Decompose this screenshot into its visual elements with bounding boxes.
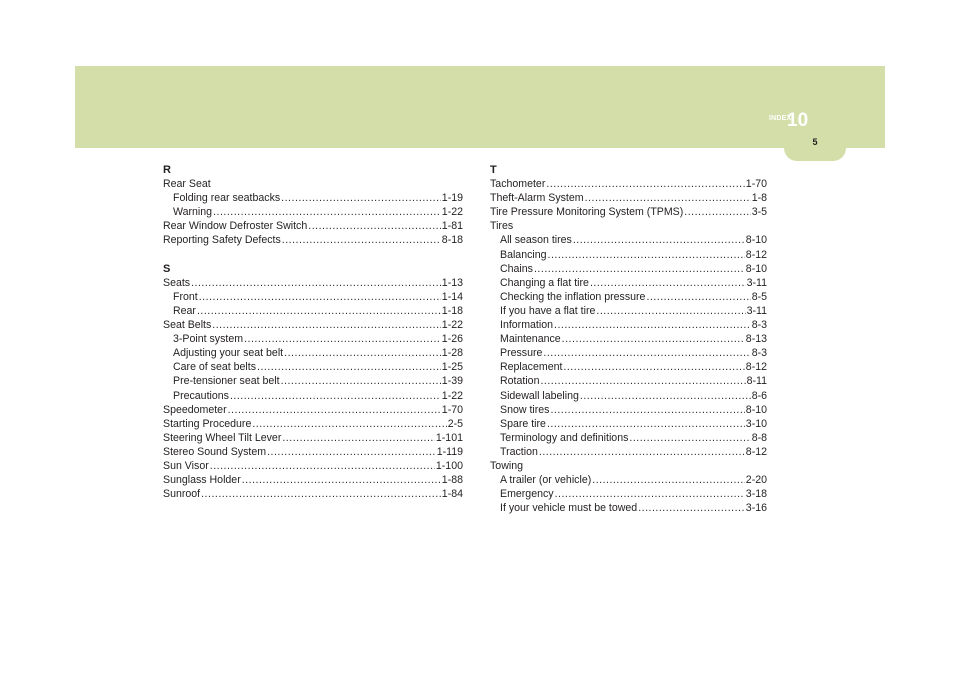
entry-term: Replacement [500,361,563,374]
index-letter: T [490,164,497,176]
index-entry [163,403,463,417]
index-entry [163,219,463,233]
entry-page: 3-16 [745,502,767,515]
index-subentry [163,332,463,346]
entry-term: Starting Procedure [163,417,252,430]
entry-term: If your vehicle must be towed [500,502,638,515]
section-number: 10 [787,110,809,131]
dot-leader [244,332,441,346]
entry-page: 8-13 [745,333,767,346]
dot-leader [199,290,441,304]
dot-leader [213,205,441,219]
index-subentry [163,304,463,318]
entry-page: 8-18 [441,234,463,247]
index-subentry [163,374,463,388]
dot-leader [562,332,745,346]
index-subentry [490,431,767,445]
dot-leader [539,445,745,459]
dot-leader [590,276,746,290]
dot-leader [684,205,750,219]
entry-term: All season tires [500,234,572,247]
entry-page: 1-19 [441,192,463,205]
index-entry [163,276,463,290]
dot-leader [282,233,441,247]
index-entry [490,191,767,205]
entry-page: 1-22 [441,389,463,402]
dot-leader [212,318,441,332]
dot-leader [573,233,745,247]
dot-leader [554,318,751,332]
entry-page: 1-81 [441,220,463,233]
index-subentry [490,389,767,403]
dot-leader [281,191,441,205]
index-subentry [490,374,767,388]
dot-leader [543,346,750,360]
index-entry [163,233,463,247]
dot-leader [638,501,745,515]
index-column-right [490,163,767,515]
entry-term: Warning [173,206,213,219]
entry-term: Spare tire [500,417,546,430]
entry-page: 8-6 [751,389,767,402]
entry-term: A trailer (or vehicle) [500,474,592,487]
entry-page: 1-25 [441,361,463,374]
entry-page: 8-5 [751,290,767,303]
entry-page: 3-5 [751,206,767,219]
dot-leader [585,191,751,205]
index-entry [163,487,463,501]
entry-term: Pressure [500,347,543,360]
entry-page: 8-12 [745,248,767,261]
index-subentry [490,276,767,290]
dot-leader [646,290,750,304]
dot-leader [282,431,435,445]
entry-page: 8-3 [751,319,767,332]
entry-term: Sunglass Holder [163,474,241,487]
index-subentry [490,290,767,304]
dot-leader [230,389,441,403]
entry-page: 3-11 [746,304,767,317]
entry-term: Rotation [500,375,540,388]
dot-leader [580,389,751,403]
index-subentry [490,487,767,501]
index-subentry [490,501,767,515]
dot-leader [267,445,436,459]
index-subentry [490,248,767,262]
entry-page: 8-12 [745,361,767,374]
entry-term: If you have a flat tire [500,304,596,317]
entry-page: 8-10 [745,403,767,416]
entry-term: Maintenance [500,333,561,346]
index-subentry [163,205,463,219]
entry-page: 1-70 [441,403,463,416]
entry-page: 2-20 [745,474,767,487]
spacer [163,248,463,262]
dot-leader [629,431,750,445]
entry-page: 1-100 [435,459,463,472]
index-entry [163,459,463,473]
dot-leader [191,276,441,290]
entry-page: 1-119 [436,445,463,458]
index-subentry [490,262,767,276]
entry-page: 1-14 [441,290,463,303]
entry-term: Tire Pressure Monitoring System (TPMS) [490,206,684,219]
index-entry [163,417,463,431]
index-subentry [490,346,767,360]
dot-leader [242,473,441,487]
dot-leader [534,262,745,276]
entry-page: 8-10 [745,234,767,247]
dot-leader [540,374,745,388]
entry-term: Sidewall labeling [500,389,579,402]
entry-page: 3-11 [746,276,767,289]
dot-leader [197,304,441,318]
header-band [75,66,885,148]
entry-page: 1-18 [441,304,463,317]
entry-term: Pre-tensioner seat belt [173,375,280,388]
index-subentry [163,290,463,304]
entry-term: Tachometer [490,178,546,191]
index-entry [163,318,463,332]
entry-term: Checking the inflation pressure [500,290,646,303]
index-entry [490,177,767,191]
index-letter: R [163,164,171,176]
dot-leader [201,487,441,501]
index-subentry [490,318,767,332]
entry-page: 1-84 [441,488,463,501]
entry-page: 1-8 [751,192,767,205]
entry-term: Rear [173,304,196,317]
entry-term: Emergency [500,488,554,501]
entry-page: 1-22 [441,206,463,219]
entry-term: Chains [500,262,533,275]
entry-term: Seat Belts [163,319,212,332]
dot-leader [210,459,435,473]
index-subentry [163,360,463,374]
index-letter: S [163,262,171,275]
entry-term: Sun Visor [163,459,209,472]
index-heading: Tires [490,220,514,233]
entry-term: Care of seat belts [173,361,257,374]
entry-term: Sunroof [163,488,201,501]
entry-term: Adjusting your seat belt [173,347,284,360]
entry-term: Snow tires [500,403,550,416]
index-subentry [490,403,767,417]
dot-leader [284,346,441,360]
index-entry [490,205,767,219]
dot-leader [257,360,441,374]
entry-term: Balancing [500,248,547,261]
entry-term: Theft-Alarm System [490,192,584,205]
entry-term: Rear Window Defroster Switch [163,220,308,233]
entry-page: 1-28 [441,347,463,360]
index-subentry [490,304,767,318]
entry-page: 1-88 [441,474,463,487]
entry-page: 1-39 [441,375,463,388]
index-entry [163,473,463,487]
entry-page: 3-18 [745,488,767,501]
index-subentry [490,360,767,374]
entry-page: 8-10 [745,262,767,275]
entry-term: Folding rear seatbacks [173,192,281,205]
dot-leader [592,473,745,487]
entry-term: Stereo Sound System [163,445,267,458]
index-subentry [490,445,767,459]
entry-page: 8-12 [745,445,767,458]
index-column-left [163,163,463,501]
entry-page: 8-8 [751,431,767,444]
entry-page: 1-101 [435,431,463,444]
section-label: INDEX [769,115,792,122]
entry-term: Precautions [173,389,229,402]
index-subentry [490,233,767,247]
index-subentry [490,332,767,346]
dot-leader [228,403,441,417]
dot-leader [548,248,745,262]
dot-leader [596,304,745,318]
dot-leader [546,177,744,191]
index-entry [163,431,463,445]
index-heading: Rear Seat [163,178,211,191]
index-heading: Towing [490,459,523,472]
index-subentry [490,417,767,431]
entry-term: Steering Wheel Tilt Lever [163,431,282,444]
entry-term: Seats [163,276,191,289]
dot-leader [281,374,441,388]
dot-leader [563,360,744,374]
entry-term: Traction [500,445,538,458]
entry-page: 1-70 [745,178,767,191]
entry-page: 3-10 [745,417,767,430]
entry-term: Speedometer [163,403,227,416]
dot-leader [555,487,745,501]
page-number: 5 [812,137,818,147]
dot-leader [308,219,441,233]
entry-term: Information [500,319,553,332]
entry-page: 1-26 [441,333,463,346]
dot-leader [547,417,745,431]
dot-leader [252,417,446,431]
entry-page: 1-13 [441,276,463,289]
dot-leader [550,403,744,417]
entry-term: Front [173,290,198,303]
index-subentry [163,389,463,403]
index-entry [163,445,463,459]
entry-term: Reporting Safety Defects [163,234,281,247]
index-subentry [490,473,767,487]
entry-page: 1-22 [441,319,463,332]
entry-term: Terminology and definitions [500,431,629,444]
index-subentry [163,191,463,205]
entry-page: 2-5 [447,417,463,430]
entry-page: 8-3 [751,347,767,360]
index-subentry [163,346,463,360]
entry-term: Changing a flat tire [500,276,589,289]
entry-page: 8-11 [746,375,767,388]
entry-term: 3-Point system [173,333,244,346]
